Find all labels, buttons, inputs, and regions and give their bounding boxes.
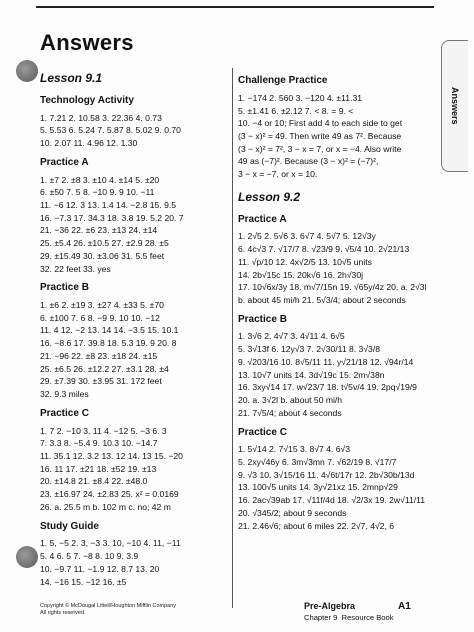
answer-line: b. about 45 mi/h 21. 5√3/4; about 2 seconds bbox=[238, 294, 406, 305]
top-rule bbox=[36, 6, 434, 8]
answer-line: 10. 2.07 11. 4.96 12. 1.30 bbox=[40, 137, 138, 148]
answer-line: 21. 2.46√6; about 6 miles 22. 2√7, 4√2, 6 bbox=[238, 520, 395, 531]
answer-line: 20. a. 3√2l b. about 50 mi/h bbox=[238, 395, 343, 406]
answers-side-tab bbox=[441, 40, 468, 172]
left-column bbox=[40, 68, 228, 588]
punch-hole-icon bbox=[16, 546, 38, 568]
answer-line: 49 as (−7)². Because (3 − x)² = (−7)², bbox=[238, 156, 379, 167]
practice-b-heading: Practice B bbox=[238, 313, 287, 325]
practice-a-heading: Practice A bbox=[40, 156, 89, 168]
answer-line: 16. −8.6 17. 39.8 18. 5.3 19. 9 20. 8 bbox=[40, 338, 177, 349]
book-title: Pre-Algebra bbox=[304, 601, 356, 611]
answer-line: 32. 9.3 miles bbox=[40, 389, 89, 400]
answer-line: 11. 35.1 12. 3.2 13. 12 14. 13 15. −20 bbox=[40, 451, 183, 462]
answer-line: 10. −4 or 10; First add 4 to each side to get bbox=[238, 118, 403, 129]
answer-line: 1. 3√6 2. 4√7 3. 4√11 4. 6√5 bbox=[238, 331, 345, 342]
challenge-practice-heading: Challenge Practice bbox=[238, 75, 328, 86]
page-number: A1 bbox=[398, 601, 411, 612]
answer-line: 1. 5, −5 2. 3, −3 3. 10, −10 4. 11, −11 bbox=[40, 538, 181, 549]
answer-line: 26. a. 25.5 m b. 102 m c. no; 42 m bbox=[40, 501, 171, 512]
answer-line: 5. ±1.41 6. ±2.12 7. < 8. = 9. < bbox=[238, 105, 354, 116]
answer-line: 20. ±14.8 21. ±8.4 22. ±48.0 bbox=[40, 476, 148, 487]
answer-line: 11. −6 12. 3 13. 1.4 14. −2.8 15. 9.5 bbox=[40, 199, 177, 210]
copyright-line: All rights reserved. bbox=[40, 610, 86, 617]
answer-line: 11. 4 12. −2 13. 14 14. −3.5 15. 10.1 bbox=[40, 325, 179, 336]
answer-line: 14. 2b√15c 15. 20k√6 16. 2h√30j bbox=[238, 269, 364, 280]
answer-line: 16. 2ac√39ab 17. √11f/4d 18. √2/3x 19. 2w√11/11 bbox=[238, 495, 426, 506]
answer-line: 1. −174 2. 560 3. −120 4. ±11.31 bbox=[238, 92, 363, 103]
answer-line: 1. 2√5 2. 5√6 3. 6√7 4. 5√7 5. 12√3y bbox=[238, 231, 376, 242]
answer-line: 17. 10√6x/3y 18. m√7/15n 19. √65y/4z 20. a. 2√3l bbox=[238, 282, 427, 293]
answer-line: 13. 10√7 units 14. 3d√19c 15. 2m√38n bbox=[238, 369, 385, 380]
lesson-9-2-title: Lesson 9.2 bbox=[238, 189, 301, 204]
answer-line: 1. 7 2. −10 3. 11 4. −12 5. −3 6. 3 bbox=[40, 425, 167, 436]
page-title: Answers bbox=[40, 30, 134, 55]
book-info bbox=[304, 601, 394, 623]
chapter-label: Chapter 9 bbox=[304, 612, 338, 622]
answer-line: 20. √345/2; about 9 seconds bbox=[238, 507, 347, 518]
answer-line: 29. ±15.49 30. ±3.06 31. 5.5 feet bbox=[40, 250, 165, 261]
punch-hole-icon bbox=[16, 60, 38, 82]
practice-b-heading: Practice B bbox=[40, 282, 89, 294]
side-tab-label: Answers bbox=[450, 87, 460, 125]
answer-line: 21. 7√5/4; about 4 seconds bbox=[238, 407, 342, 418]
answer-line: 1. 7.21 2. 10.58 3. 22.36 4. 0.73 bbox=[40, 112, 162, 123]
answer-line: 6. ±100 7. 6 8. −9 9. 10 10. −12 bbox=[40, 312, 160, 323]
answer-line: 10. −9.7 11. −1.9 12. 8.7 13. 20 bbox=[40, 563, 160, 574]
technology-activity-heading: Technology Activity bbox=[40, 94, 134, 106]
answer-line: 16. 3xy√14 17. w√23/7 18. t√5v/4 19. 2pq√19/9 bbox=[238, 382, 417, 393]
answer-line: 21. −36 22. ±6 23. ±13 24. ±14 bbox=[40, 225, 158, 236]
answer-line: 32. 22 feet 33. yes bbox=[40, 263, 111, 274]
answer-line: 23. ±16.97 24. ±2.83 25. x² = 0.0169 bbox=[40, 489, 179, 500]
answer-line: 5. 3√13f 6. 12y√3 7. 2√30/11 8. 3√3/8 bbox=[238, 344, 380, 355]
column-divider bbox=[232, 68, 233, 608]
answer-line: 9. √203/16 10. 8√5/11 11. y√21/18 12. √94r/14 bbox=[238, 356, 414, 367]
answer-line: 5. 4 6. 5 7. −8 8. 10 9. 3.9 bbox=[40, 551, 139, 562]
practice-c-heading: Practice C bbox=[238, 426, 287, 438]
right-column bbox=[238, 74, 438, 532]
lesson-9-1-title: Lesson 9.1 bbox=[40, 71, 103, 85]
answer-line: 14. −16 15. −12 16. ±5 bbox=[40, 576, 127, 587]
answer-line: 16. −7.3 17. 34.3 18. 3.8 19. 5.2 20. 7 bbox=[40, 212, 184, 223]
answer-line: 1. ±6 2. ±19 3. ±27 4. ±33 5. ±70 bbox=[40, 300, 164, 311]
answer-line: 5. 2xy√46y 6. 3m√3mn 7. √62/19 8. √17/7 bbox=[238, 457, 397, 468]
answer-line: 1. 5√14 2. 7√15 3. 8√7 4. 6√3 bbox=[238, 444, 351, 455]
practice-c-heading: Practice C bbox=[40, 407, 89, 419]
copyright-line: Copyright © McDougal Littell/Houghton Mifflin Company bbox=[40, 603, 177, 609]
answer-line: 3 − x = −7, or x = 10. bbox=[238, 169, 318, 180]
answer-line: 16. 11 17. ±21 18. ±52 19. ±13 bbox=[40, 463, 157, 474]
answer-line: (3 − x)² = 7², 3 − x = 7, or x = −4. Also write bbox=[238, 143, 402, 154]
answer-line: 11. √p/10 12. 4x√2/5 13. 10√5 units bbox=[238, 256, 372, 267]
answer-line: 25. ±5.4 26. ±10.5 27. ±2.9 28. ±5 bbox=[40, 238, 169, 249]
answer-line: 5. 5.53 6. 5.24 7. 5.87 8. 5.02 9. 0.70 bbox=[40, 125, 181, 136]
answer-line: (3 − x)² = 49. Then write 49 as 7². Because bbox=[238, 130, 402, 141]
answer-line: 25. ±6.5 26. ±12.2 27. ±3.1 28. ±4 bbox=[40, 363, 169, 374]
answer-line: 21. −96 22. ±8 23. ±18 24. ±15 bbox=[40, 350, 158, 361]
answer-line: 6. ±50 7. 5 8. −10 9. 9 10. −11 bbox=[40, 187, 155, 198]
answer-line: 13. 100√5 units 14. 3y√21xz 15. 2mnp√29 bbox=[238, 482, 398, 493]
answer-line: 1. ±7 2. ±8 3. ±10 4. ±14 5. ±20 bbox=[40, 174, 160, 185]
study-guide-heading: Study Guide bbox=[40, 520, 99, 532]
answer-line: 9. √3 10. 3√15/16 11. 4√6t/17r 12. 2b√30b/13d bbox=[238, 469, 415, 480]
answer-line: 29. ±7.39 30. ±3.95 31. 172 feet bbox=[40, 376, 162, 387]
copyright-notice bbox=[40, 603, 176, 617]
resource-label: Resource Book bbox=[341, 612, 394, 622]
answer-line: 7. 3.3 8. −5.4 9. 10.3 10. −14.7 bbox=[40, 438, 158, 449]
answer-line: 6. 4c√3 7. √17/7 8. √23/9 9. √5/4 10. 2√21/13 bbox=[238, 244, 410, 255]
practice-a-heading: Practice A bbox=[238, 213, 287, 225]
